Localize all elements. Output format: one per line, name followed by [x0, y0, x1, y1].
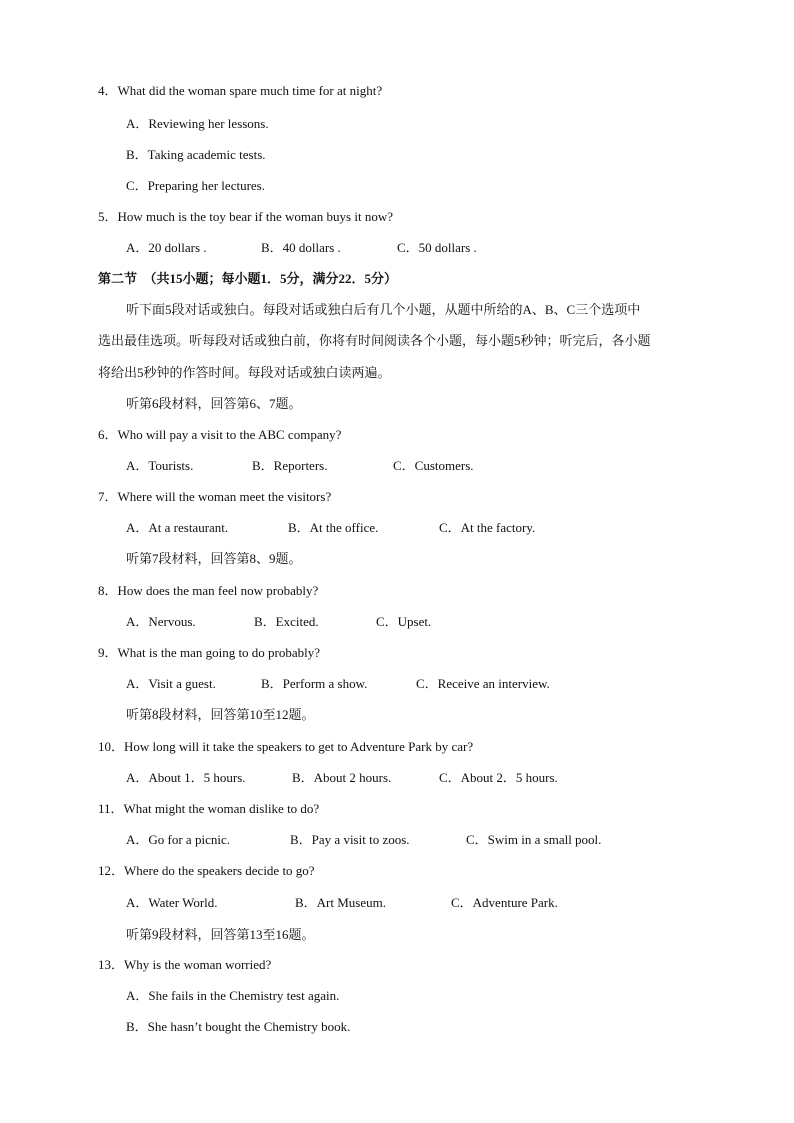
- question-9-option-b: B．Perform a show.: [261, 676, 368, 691]
- question-12-option-b: B．Art Museum.: [295, 895, 387, 910]
- question-11-option-a: A．Go for a picnic.: [126, 832, 230, 847]
- instructions-line-3: 将给出5秒钟的作答时间。每段对话或独白读两遍。: [98, 365, 391, 380]
- question-11: 11．What might the woman dislike to do?: [98, 801, 320, 816]
- question-12-option-a: A．Water World.: [126, 895, 218, 910]
- question-4-option-b: B．Taking academic tests.: [126, 147, 266, 162]
- material-6-note: 听第6段材料，回答第6、7题。: [126, 396, 302, 411]
- question-5-option-c: C．50 dollars .: [397, 240, 477, 255]
- question-12: 12．Where do the speakers decide to go?: [98, 863, 315, 878]
- question-8-option-c: C．Upset.: [376, 614, 432, 629]
- section-2-heading: 第二节 （共15小题；每小题1．5分，满分22．5分）: [98, 271, 398, 286]
- question-8-option-b: B．Excited.: [254, 614, 319, 629]
- question-13-option-a: A．She fails in the Chemistry test again.: [126, 988, 340, 1003]
- instructions-line-1: 听下面5段对话或独白。每段对话或独白后有几个小题，从题中所给的A、B、C三个选项中: [126, 302, 641, 317]
- question-10: 10．How long will it take the speakers to get to Adventure Park by car?: [98, 739, 474, 754]
- question-5: 5．How much is the toy bear if the woman buys it now?: [98, 209, 393, 224]
- question-8: 8．How does the man feel now probably?: [98, 583, 319, 598]
- question-10-option-b: B．About 2 hours.: [292, 770, 392, 785]
- question-7-option-c: C．At the factory.: [439, 520, 536, 535]
- instructions-line-2: 选出最佳选项。听每段对话或独白前，你将有时间阅读各个小题，每小题5秒钟；听完后，各小题: [98, 333, 651, 348]
- question-12-option-c: C．Adventure Park.: [451, 895, 558, 910]
- question-7-option-b: B．At the office.: [288, 520, 379, 535]
- question-13-option-b: B．She hasn’t bought the Chemistry book.: [126, 1019, 351, 1034]
- question-4: 4．What did the woman spare much time for at night?: [98, 83, 383, 98]
- material-9-note: 听第9段材料，回答第13至16题。: [126, 927, 315, 942]
- question-6-option-a: A．Tourists.: [126, 458, 194, 473]
- question-10-option-a: A．About 1．5 hours.: [126, 770, 246, 785]
- question-6-option-b: B．Reporters.: [252, 458, 328, 473]
- question-13: 13．Why is the woman worried?: [98, 957, 272, 972]
- question-8-option-a: A．Nervous.: [126, 614, 196, 629]
- question-9: 9．What is the man going to do probably?: [98, 645, 321, 660]
- material-8-note: 听第8段材料，回答第10至12题。: [126, 707, 315, 722]
- question-7-option-a: A．At a restaurant.: [126, 520, 229, 535]
- question-11-option-c: C．Swim in a small pool.: [466, 832, 602, 847]
- question-4-option-a: A．Reviewing her lessons.: [126, 116, 269, 131]
- question-11-option-b: B．Pay a visit to zoos.: [290, 832, 410, 847]
- question-9-option-a: A．Visit a guest.: [126, 676, 216, 691]
- question-6-option-c: C．Customers.: [393, 458, 474, 473]
- question-7: 7．Where will the woman meet the visitors?: [98, 489, 332, 504]
- material-7-note: 听第7段材料，回答第8、9题。: [126, 551, 302, 566]
- question-4-option-c: C．Preparing her lectures.: [126, 178, 265, 193]
- question-9-option-c: C．Receive an interview.: [416, 676, 550, 691]
- question-6: 6．Who will pay a visit to the ABC company?: [98, 427, 342, 442]
- question-5-option-a: A．20 dollars .: [126, 240, 207, 255]
- question-5-option-b: B．40 dollars .: [261, 240, 341, 255]
- question-10-option-c: C．About 2．5 hours.: [439, 770, 558, 785]
